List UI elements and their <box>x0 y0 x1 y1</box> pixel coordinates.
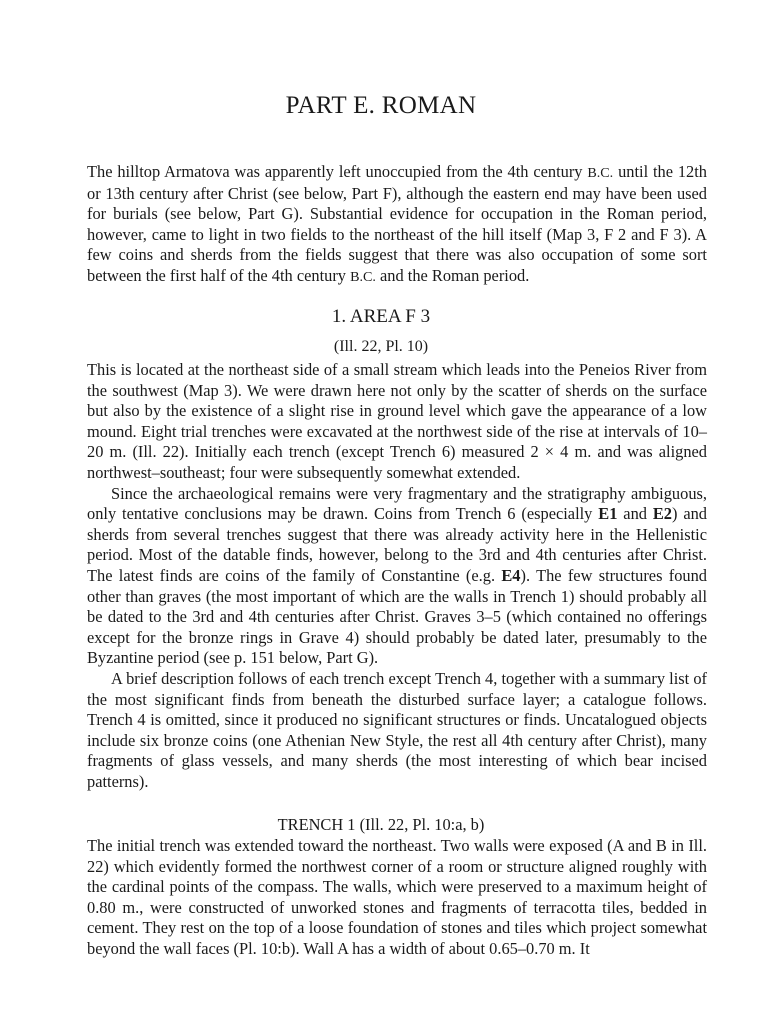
bc-abbrev-2: B.C. <box>350 268 376 285</box>
area-body <box>87 360 707 792</box>
para2-and: and <box>617 504 653 524</box>
para2-text-a: Since the archaeological remains were very fragmentary and the stratigraphy ambiguous, only tentative conclusions may be drawn. Coins from Trench 6 (especially <box>87 483 707 524</box>
area-paragraph-3: A brief description follows of each trench except Trench 4, together with a summary list of the most significant finds from beneath the disturbed surface layer; a catalogue follows. Trench 4 is omitted, since it produced no significant structures or finds. Uncatalogued objects include six bronze coins (one Athenian New Style, the rest all 4th century after Christ), many fragments of glass vessels, and many sherds (the most interesting of which bear incised patterns). <box>87 668 707 791</box>
intro-text-3: and the Roman period. <box>375 265 530 285</box>
intro-paragraph <box>87 162 707 288</box>
area-paragraph-1: This is located at the northeast side of a small stream which leads into the Peneios River from the southwest (Map 3). We were drawn here not only by the scatter of sherds on the surface but also by the existence of a slight rise in ground level which gave the appearance of a low mound. Eight trial trenches were excavated at the northwest side of the rise at intervals of 10–20 m. (Ill. 22). Initially each trench (except Trench 6) measured 2 × 4 m. and was aligned northwest–southeast; four were subsequently somewhat extended. <box>87 360 707 482</box>
para2-text-b: ) and sherds from several trenches suggest that there was already activity here in the Hellenistic period. Most of the datable finds, however, belong to the 3rd and 4th centuries after Christ. The latest finds are coins of the family of Constantine (e.g. <box>87 504 707 585</box>
trench1-body <box>87 836 707 960</box>
area-reference: (Ill. 22, Pl. 10) <box>333 338 429 355</box>
intro-text-2: until the 12th or 13th century after Christ (see below, Part F), although the eastern end may have been used for burials (see below, Part G). Substantial evidence for occupation in the Roman period, however, came to light in two fields to the northeast of the hill itself (Map 3, F 2 and F 3). A few coins and sherds from the fields suggest that there was also occupation of some sort between the first half of the 4th century <box>87 162 707 285</box>
bc-abbrev-1: B.C. <box>587 165 614 181</box>
para2-text-c: ). The few structures found other than graves (the most important of which are the walls in Trench 1) should probably all be dated to the 3rd and 4th centuries after Christ. Graves 3–5 (which contained no offerings except for the bronze rings in Grave 4) should probably be dated later, presumably to the Byzantine period (see p. 151 below, Part G). <box>87 565 707 668</box>
intro-text-1: The hilltop Armatova was apparently left unoccupied from the 4th century <box>87 162 588 181</box>
part-title: PART E. ROMAN <box>285 92 477 119</box>
coin-ref-e2: E2 <box>652 504 672 524</box>
coin-ref-e1: E1 <box>598 504 618 524</box>
coin-ref-e4: E4 <box>501 565 521 585</box>
area-heading: 1. AREA F 3 <box>331 306 431 327</box>
trench1-heading: TRENCH 1 (Ill. 22, Pl. 10:a, b) <box>277 815 485 834</box>
trench1-paragraph: The initial trench was extended toward the northeast. Two walls were exposed (A and B in Ill. 22) which evidently formed the northwest corner of a room or structure aligned roughly with the cardinal points of the compass. The walls, which were preserved to a maximum height of 0.80 m., were constructed of unworked stones and fragments of terracotta tiles, bedded in cement. They rest on the top of a loose foundation of stones and tiles which project somewhat beyond the wall faces (Pl. 10:b). Wall A has a width of about 0.65–0.70 m. It <box>87 836 707 958</box>
area-paragraph-2 <box>87 484 707 669</box>
